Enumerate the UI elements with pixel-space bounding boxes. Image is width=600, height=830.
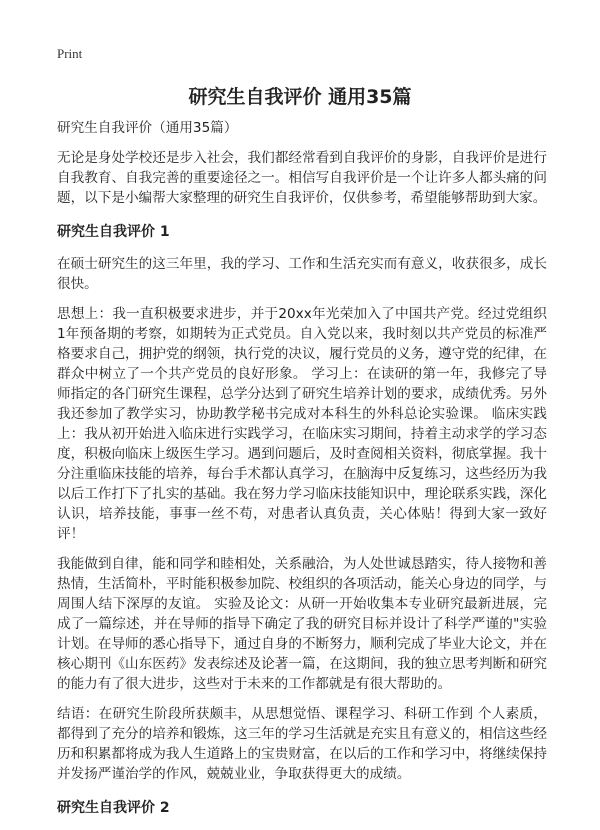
page-title: 研究生自我评价 通用35篇 bbox=[188, 86, 412, 108]
document-subtitle: 研究生自我评价（通用35篇） bbox=[57, 120, 238, 136]
paragraph: 思想上：我一直积极要求进步，并于20xx年光荣加入了中国共产党。经过党组织1年预备期的考察，如期转为正式党员。自入党以来，我时刻以共产党员的标准严格要求自己，拥护党的纲领，执行党的决议，履行党员的义务，遵守党的纪律，在群众中树立了一个共产党员的良好形象。 学习上：在读研的第一年，我修完了导师指定的各门研究生课程，总学分达到了研究生培养计划的要求，成绩优秀。另外我还参加了教学实习，协助教学秘书完成对本科生的外科总论实验课。 临床实践上：我从初开始进入临床进行实践学习，在临床实习期间，持着主动求学的学习态度，积极向临床上级医生学习。遇到问题后，及时查阅相关资料，彻底掌握。我十分注重临床技能的培养，每台手术都认真学习，在脑海中反复练习，这些经历为我以后工作打下了扎实的基础。我在努力学习临床技能知识中，理论联系实践，深化认识，培养技能，事事一丝不苟，对患者认真负责，关心体贴！得到大家一致好评！ bbox=[57, 306, 547, 542]
document-body bbox=[57, 118, 547, 830]
paragraph: 结语：在研究生阶段所获颇丰，从思想觉悟、课程学习、科研工作到 个人素质，都得到了充分的培养和锻炼，这三年的学习生活就是充实且有意义的，相信这些经历和积累都将成为我人生道路上的宝贵财富，在以后的工作和学习中，将继续保持并发扬严谨治学的作风，兢兢业业，争取获得更大的成绩。 bbox=[57, 706, 547, 782]
intro-paragraph: 无论是身处学校还是步入社会，我们都经常看到自我评价的身影，自我评价是进行自我教育、自我完善的重要途径之一。相信写自我评价是一个让许多人都头痛的问题，以下是小编帮大家整理的研究生自我评价，仅供参考，希望能够帮助到大家。 bbox=[57, 150, 547, 206]
section-heading: 研究生自我评价 2 bbox=[57, 800, 170, 816]
paragraph: 我能做到自律，能和同学和睦相处，关系融洽，为人处世诚恳踏实，待人接物和善热情，生活简朴，平时能积极参加院、校组织的各项活动，能关心身边的同学，与周围人结下深厚的友谊。 实验及论文：从研一开始收集本专业研究最新进展，完成了一篇综述，并在导师的指导下确定了我的研究目标并设计了科学严谨的"实验计划。在导师的悉心指导下，通过自身的不断努力，顺利完成了毕业大论文，并在核心期刊《山东医药》发表综述及论著一篇，在这期间，我的独立思考判断和研究的能力有了很大进步，这些对于未来的工作都就是有很大帮助的。 bbox=[57, 556, 547, 692]
paragraph: 在硕士研究生的这三年里，我的学习、工作和生活充实而有意义，收获很多，成长很快。 bbox=[57, 256, 547, 292]
print-link[interactable]: Print bbox=[57, 46, 83, 61]
section-heading: 研究生自我评价 1 bbox=[57, 224, 170, 240]
